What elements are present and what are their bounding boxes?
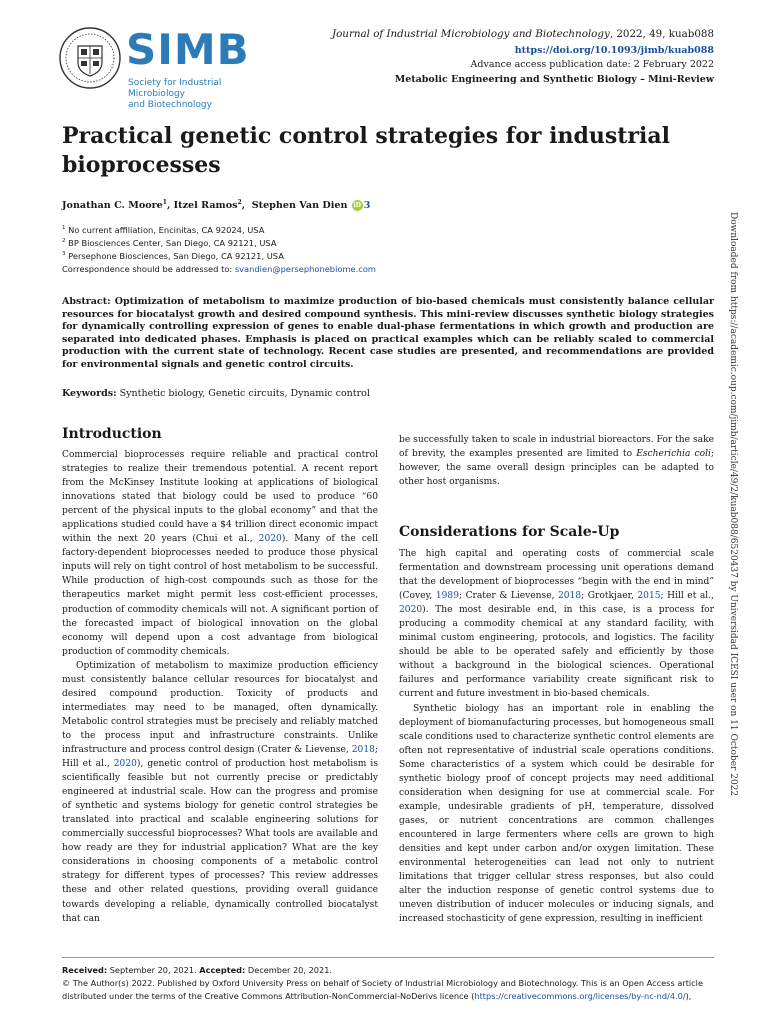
heading-considerations-scale-up: Considerations for Scale-Up (399, 524, 620, 540)
right-column-text (399, 547, 714, 926)
copyright-line: © The Author(s) 2022. Published by Oxford University Press on behalf of Society of Industrial Microbiology and Biotechnology. This is an Open Access article (62, 978, 703, 988)
footer-divider (62, 957, 714, 958)
ref-link[interactable]: 2020 (399, 605, 423, 616)
download-stamp: Downloaded from https://academic.oup.com/jimb/article/49/2/kuab088/6520437 by Universidad ICESI user on 11 October 2022 (728, 212, 738, 797)
ref-link[interactable]: 1989 (435, 591, 459, 602)
logo-subtitle: Society for Industrial Microbiology and Biotechnology (128, 78, 222, 110)
doi-link[interactable]: https://doi.org/10.1093/jimb/kuab088 (514, 45, 714, 56)
affiliation-2: $^2$ BP Biosciences Center, San Diego, CA 92121, USA (62, 238, 277, 248)
abstract: Abstract: Optimization of metabolism to maximize production of bio-based chemicals must consistently balance cellular resources for biocatalyst growth and desired compound synthesis. This mini-review discusses synthetic biology strategies for dynamically controlling expression of genes to enable dual-phase fermentations in which growth and production are separated into dedicated phases. Emphasis is placed on practical examples which can be reliably scaled to commercial production with the current state of technology. Recent case studies are presented, and recommendations are provided for environmental signals and genetic control circuits. (62, 296, 714, 370)
journal-citation: Journal of Industrial Microbiology and Biotechnology, 2022, 49, kuab088 (331, 28, 714, 40)
ref-link[interactable]: 2020 (258, 534, 282, 545)
correspondence: Correspondence should be addressed to: svandien@persephonebiome.com (62, 264, 377, 274)
ref-link[interactable]: 2015 (637, 591, 661, 602)
ref-link[interactable]: 2020 (113, 759, 137, 770)
ref-link[interactable]: 2018 (351, 744, 375, 755)
logo-wordmark: SIMB (126, 25, 250, 74)
ref-link[interactable]: 2018 (558, 591, 582, 602)
scaleup-paragraph-1: The high capital and operating costs of commercial scale fermentation and downstream processing unit operations demand that the development of bioprocesses “begin with the end in mind” (Covey, 1989; Crater & Lievense, 2018; Grotkjaer, 2015; Hill et al., 2020). The most desirable end, in this case, is a process for producing a commodity chemical at any standard facility, with minimal custom engineering, protocols, and logistics. The facility should be able to be operated safely and efficiently by those without a background in the biological sciences. Operational failures and performance variability create significant risk to current and future investment in bio-based chemicals. (399, 549, 714, 700)
author-list: Jonathan C. Moore$^1$, Itzel Ramos$^2$, Stephen Van Dien iD 3 (62, 199, 371, 212)
left-column-text (62, 448, 378, 926)
right-column-continuation: be successfully taken to scale in industrial bioreactors. For the sake of brevity, the examples presented are limited to Escherichia coli; however, the same overall design principles can be adapted to other host organisms. (399, 435, 714, 488)
keywords: Keywords: Synthetic biology, Genetic circuits, Dynamic control (62, 388, 370, 399)
orcid-icon[interactable]: iD (353, 202, 361, 210)
received-accepted-dates: Received: September 20, 2021. Accepted: December 20, 2021. (62, 965, 333, 975)
article-title: Practical genetic control strategies for industrial bioprocesses (62, 123, 670, 178)
advance-access-date: Advance access publication date: 2 February 2022 (470, 59, 714, 70)
intro-paragraph-2: Optimization of metabolism to maximize production efficiency must consistently balance cellular resources for biocatalyst and desired compound production. Toxicity of products and intermediates may need to be managed, often dynamically. Metabolic control strategies must be precisely and reliably matched to the process input and infrastructure constraints. Unlike infrastructure and process control design (Crater & Lievense, 2018; Hill et al., 2020), genetic control of production host metabolism is scientifically feasible but not currently precise or predictably engineered at industrial scale. How can the progress and promise of synthetic and systems biology for genetic control strategies be translated into practical and scalable engineering solutions for commercially successful bioprocesses? What tools are available and how ready are they for industrial application? What are the key considerations in choosing components of a metabolic control strategy for different types of processes? This review addresses these and other related questions, providing overall guidance towards developing a reliable, dynamically controlled biocatalyst that can (62, 660, 378, 924)
affiliation-1: $^1$ No current affiliation, Encinitas, CA 92024, USA (62, 225, 265, 235)
scaleup-paragraph-2: Synthetic biology has an important role in enabling the deployment of biomanufacturing processes, but homogeneous small scale conditions used to characterize synthetic control elements are often not representative of industrial scale operations conditions. Some characteristics of a system which could be desirable for synthetic biology proof of concept projects may need additional consideration when designing for use at commercial scale. For example, undesirable gradients of pH, temperature, dissolved gases, or nutrient concentrations are common challenges encountered in large fermenters where cells are grown to high densities and kept under carbon and/or oxygen limitation. These environmental heterogeneities can lead not only to nutrient limitations that trigger cellular stress responses, but also could alter the induction response of genetic control systems due to uneven distribution of inducer molecules or inducing signals, and increased stochasticity of gene expression, resulting in inefficient (399, 703, 714, 925)
correspondence-email-link[interactable]: svandien@persephonebiome.com (234, 264, 377, 274)
simb-logo (58, 22, 258, 112)
article-section: Metabolic Engineering and Synthetic Biology – Mini-Review (394, 74, 714, 85)
affiliation-3: $^3$ Persephone Biosciences, San Diego, CA 92121, USA (62, 251, 284, 261)
license-line: distributed under the terms of the Creative Commons Attribution-NonCommercial-NoDerivs licence (https://creativecommons.org/licenses/by-nc-nd/4.0/), (62, 991, 692, 1001)
license-link[interactable]: https://creativecommons.org/licenses/by-nc-nd/4.0/ (474, 991, 686, 1001)
heading-introduction: Introduction (62, 426, 162, 442)
society-seal-icon (58, 26, 122, 90)
intro-paragraph-1: Commercial bioprocesses require reliable and practical control strategies to realize their tremendous potential. A recent report from the McKinsey Institute looking at applications of biological innovations stated that biology could be used to produce “60 percent of the physical inputs to the global economy” and that the applications studied could have a $4 trillion direct economic impact within the next 20 years (Chui et al., 2020). Many of the cell factory-dependent bioprocesses needed to produce those physical inputs will rely on tight control of host metabolism to be successful. While production of high-cost compounds such as those for the therapeutics market might permit less cost-efficient processes, production of commodity chemicals will not. A significant portion of the forecasted impact of biological innovation on the global economy will depend upon a cost advantage from biological production of commodity chemicals. (62, 450, 378, 657)
